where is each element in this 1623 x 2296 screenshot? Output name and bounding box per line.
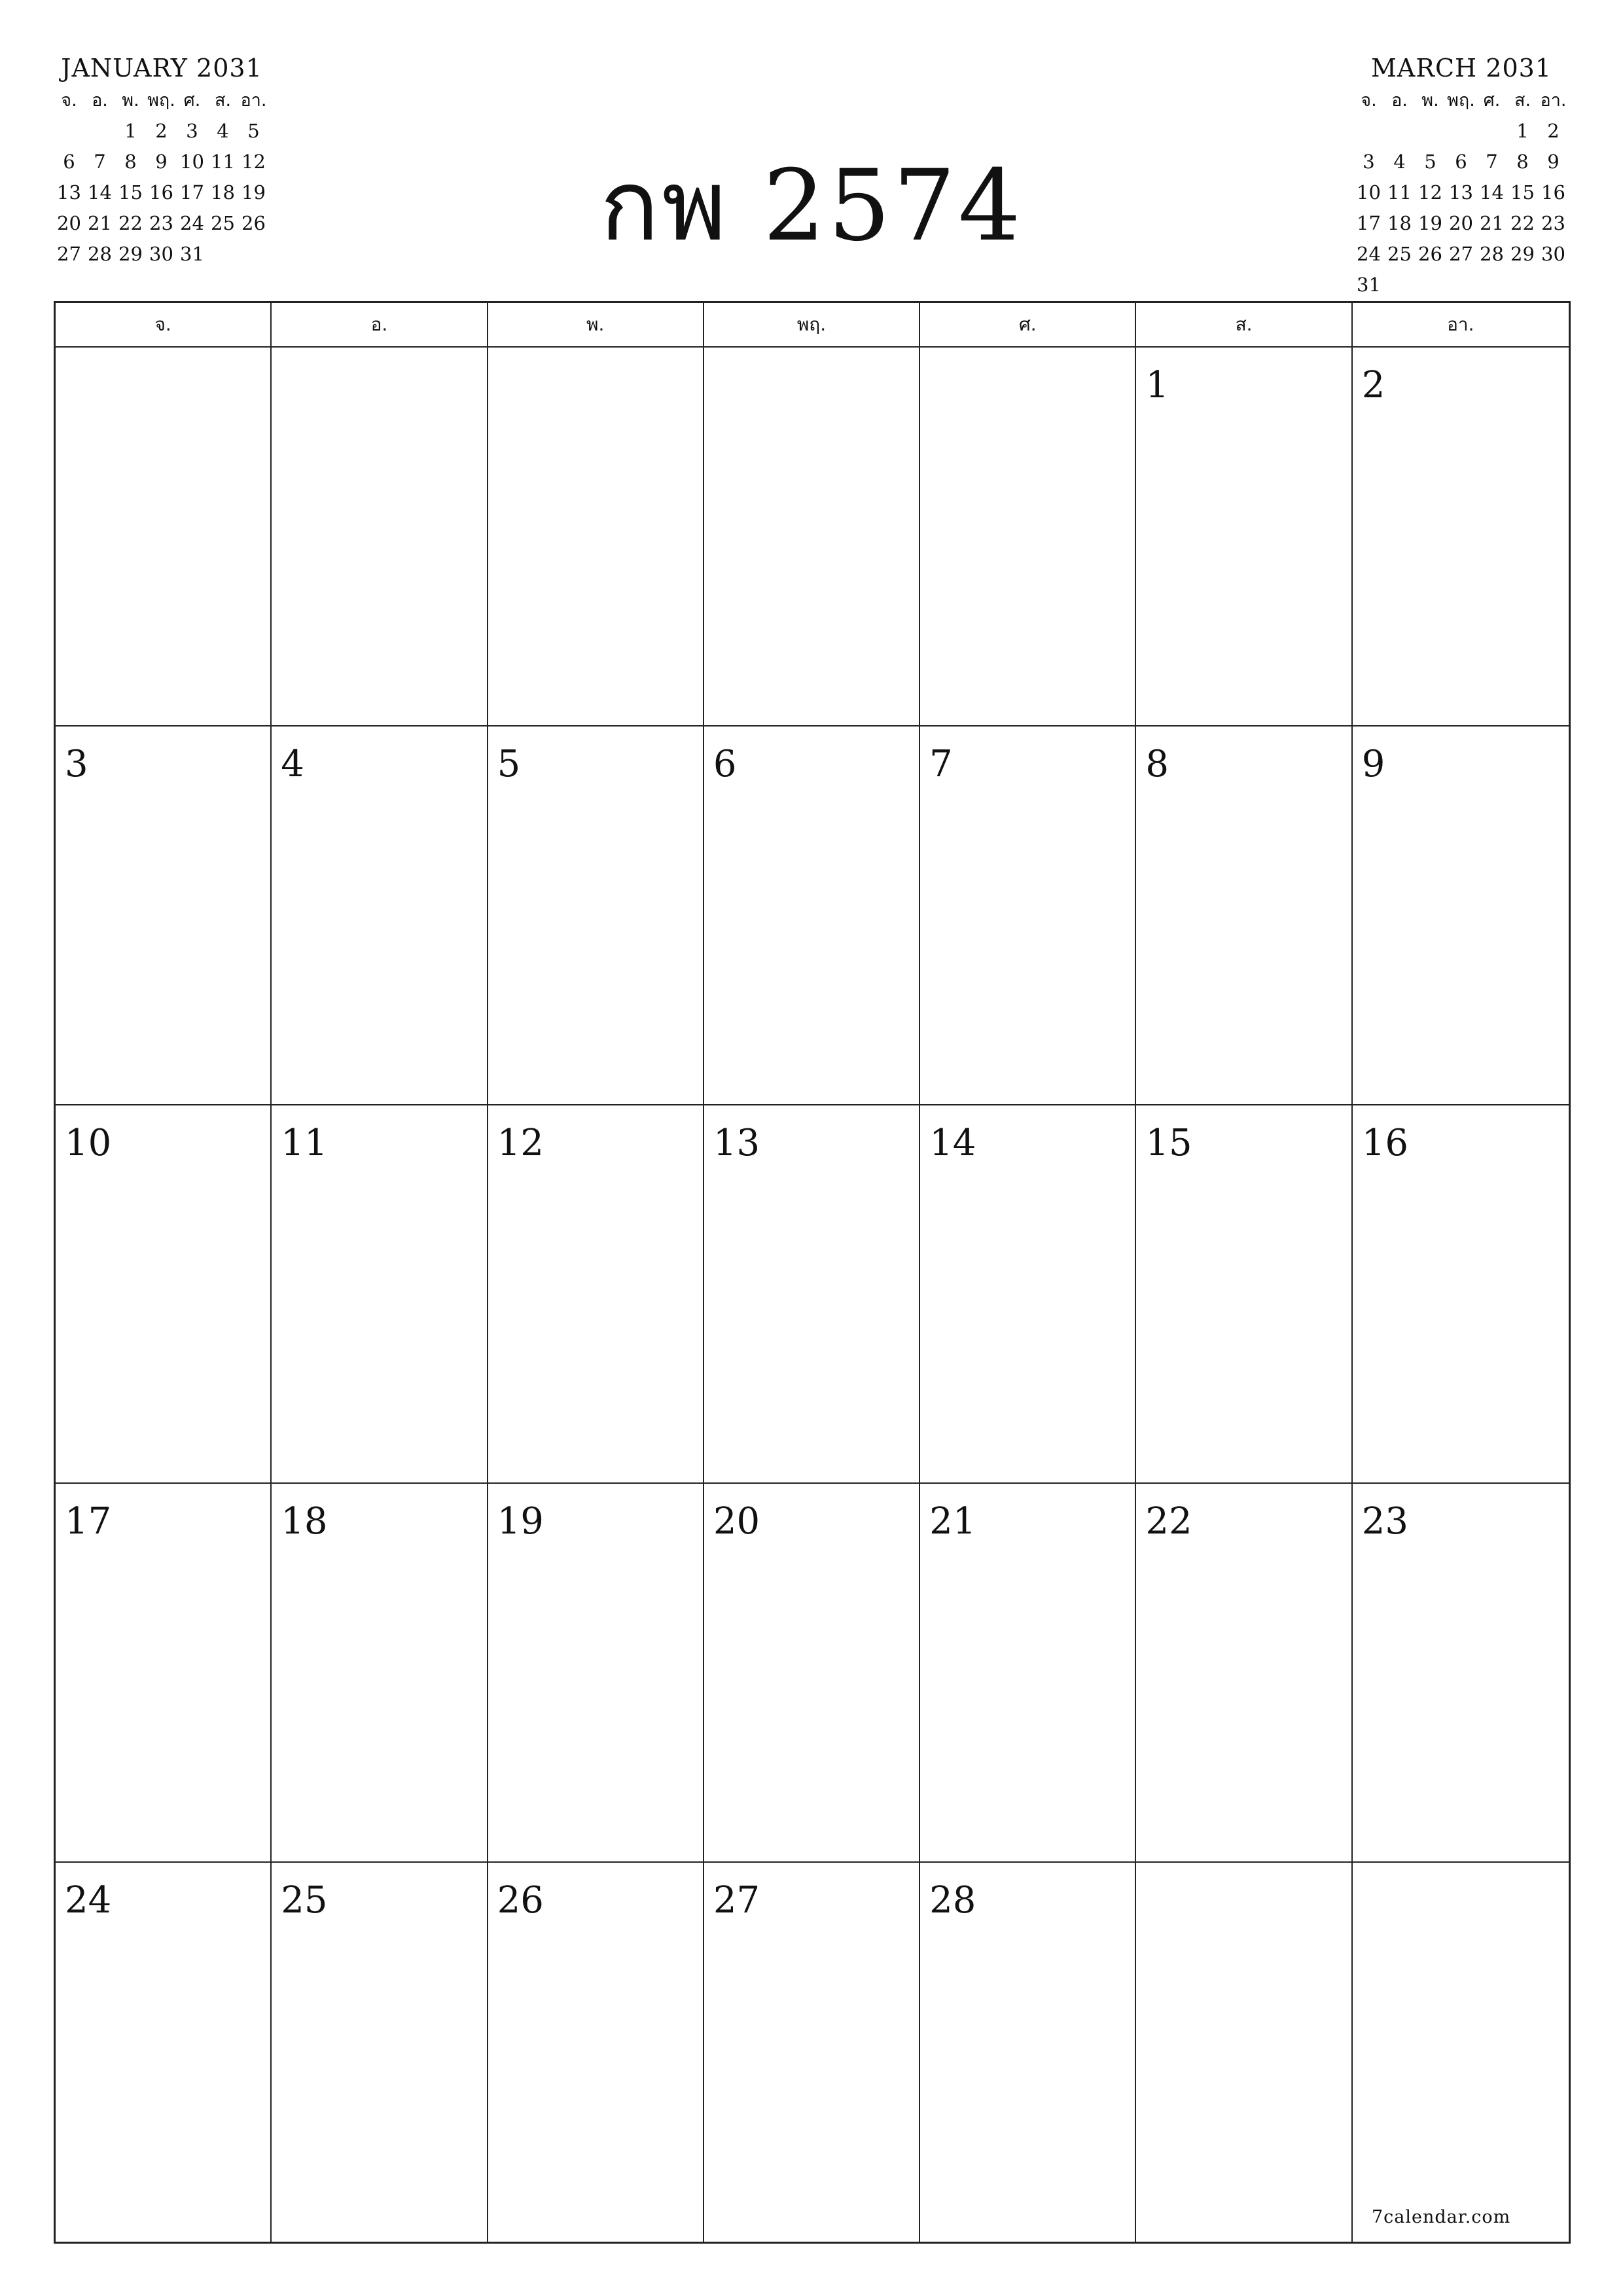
day-cell[interactable] [920, 726, 1136, 1105]
mini-day: 11 [211, 151, 235, 173]
day-number: 8 [1145, 742, 1169, 785]
day-cell[interactable] [920, 1863, 1136, 2242]
day-cell[interactable] [56, 1484, 272, 1863]
day-number: 17 [65, 1500, 112, 1543]
weekday-header: อา. [1353, 303, 1569, 348]
prev-month-title: JANUARY 2031 [61, 54, 262, 82]
mini-day: 6 [1455, 151, 1467, 173]
mini-day: 5 [247, 120, 260, 142]
mini-day [1476, 116, 1507, 147]
day-cell[interactable] [56, 1863, 272, 2242]
mini-day: 18 [211, 181, 235, 204]
day-cell[interactable] [1353, 1105, 1569, 1484]
weekday-header: พ. [488, 303, 704, 348]
mini-day: 20 [1449, 212, 1473, 234]
mini-weekday-label: ศ. [183, 90, 201, 111]
day-cell[interactable] [1136, 1105, 1352, 1484]
mini-day: 28 [88, 243, 112, 265]
mini-day: 16 [1541, 181, 1565, 204]
mini-day [54, 116, 84, 147]
next-month-title: MARCH 2031 [1371, 54, 1552, 82]
day-number: 23 [1361, 1500, 1408, 1543]
day-number: 6 [713, 742, 737, 785]
mini-day: 10 [180, 151, 204, 173]
day-cell[interactable] [1136, 1863, 1352, 2242]
mini-day: 23 [1541, 212, 1565, 234]
mini-day [1353, 116, 1384, 147]
mini-day: 17 [1357, 212, 1381, 234]
weekday-header: อ. [272, 303, 488, 348]
day-number: 9 [1361, 742, 1385, 785]
day-cell[interactable] [704, 726, 920, 1105]
day-cell[interactable] [488, 1863, 704, 2242]
mini-weekday-label: จ. [1361, 90, 1377, 111]
day-number: 18 [281, 1500, 328, 1543]
day-number: 7 [929, 742, 953, 785]
day-number: 19 [497, 1500, 544, 1543]
day-number: 11 [281, 1121, 328, 1164]
mini-day: 19 [1418, 212, 1442, 234]
day-number: 22 [1145, 1500, 1192, 1543]
day-cell[interactable] [488, 1105, 704, 1484]
day-cell[interactable] [704, 1484, 920, 1863]
mini-day: 16 [149, 181, 173, 204]
mini-day: 21 [88, 212, 112, 234]
mini-weekday-label: จ. [61, 90, 77, 111]
mini-day: 31 [180, 243, 204, 265]
day-cell[interactable] [920, 1105, 1136, 1484]
day-number: 13 [713, 1121, 760, 1164]
day-cell[interactable] [1136, 726, 1352, 1105]
day-cell[interactable] [488, 1484, 704, 1863]
mini-day [238, 239, 269, 270]
mini-day: 2 [155, 120, 168, 142]
day-cell[interactable] [56, 348, 272, 726]
mini-day [84, 116, 115, 147]
mini-day: 25 [1387, 243, 1412, 265]
day-cell[interactable] [272, 1863, 488, 2242]
day-number: 3 [65, 742, 88, 785]
mini-day [1446, 270, 1476, 300]
mini-day: 17 [180, 181, 204, 204]
day-number: 27 [713, 1879, 760, 1922]
weekday-header: จ. [56, 303, 272, 348]
day-number: 20 [713, 1500, 760, 1543]
mini-day [1384, 270, 1415, 300]
mini-day [207, 239, 238, 270]
mini-day: 24 [180, 212, 204, 234]
day-cell[interactable] [704, 348, 920, 726]
site-credit: 7calendar.com [1372, 2207, 1511, 2227]
mini-day: 23 [149, 212, 173, 234]
mini-day: 2 [1547, 120, 1560, 142]
day-cell[interactable] [272, 726, 488, 1105]
mini-day: 1 [1516, 120, 1529, 142]
day-cell[interactable] [1353, 1863, 1569, 2242]
day-cell[interactable] [488, 726, 704, 1105]
mini-day [1384, 116, 1415, 147]
mini-day: 24 [1357, 243, 1381, 265]
mini-day: 13 [1449, 181, 1473, 204]
day-cell[interactable] [920, 1484, 1136, 1863]
mini-day: 29 [118, 243, 143, 265]
mini-day: 9 [155, 151, 168, 173]
day-cell[interactable] [56, 1105, 272, 1484]
mini-day: 7 [94, 151, 106, 173]
mini-day [1476, 270, 1507, 300]
mini-weekday-label: อา. [240, 90, 267, 111]
day-cell[interactable] [920, 348, 1136, 726]
day-cell[interactable] [1353, 1484, 1569, 1863]
mini-day [1415, 116, 1446, 147]
mini-day: 25 [211, 212, 235, 234]
mini-day: 13 [57, 181, 81, 204]
mini-day: 8 [124, 151, 137, 173]
mini-weekday-label: อา. [1540, 90, 1567, 111]
mini-day: 31 [1357, 274, 1381, 296]
day-number: 10 [65, 1121, 112, 1164]
mini-day: 29 [1510, 243, 1535, 265]
day-number: 16 [1361, 1121, 1408, 1164]
mini-weekday-label: อ. [92, 90, 108, 111]
day-cell[interactable] [56, 726, 272, 1105]
mini-day: 15 [118, 181, 143, 204]
mini-day: 21 [1480, 212, 1504, 234]
mini-day [1538, 270, 1569, 300]
day-cell[interactable] [488, 348, 704, 726]
mini-day: 3 [1363, 151, 1375, 173]
day-number: 25 [281, 1879, 328, 1922]
mini-day: 14 [88, 181, 112, 204]
prev-month-calendar [54, 51, 270, 270]
day-cell[interactable] [704, 1105, 920, 1484]
mini-weekday-label: อ. [1391, 90, 1408, 111]
mini-day: 28 [1480, 243, 1504, 265]
mini-day: 4 [217, 120, 229, 142]
mini-weekday-label: พ. [122, 90, 139, 111]
day-number: 28 [929, 1879, 976, 1922]
month-grid [54, 301, 1571, 2244]
page-title: กพ 2574 [599, 149, 1024, 263]
day-cell[interactable] [272, 1105, 488, 1484]
mini-day: 6 [63, 151, 75, 173]
mini-day: 11 [1387, 181, 1412, 204]
mini-weekday-label: ศ. [1483, 90, 1501, 111]
day-cell[interactable] [1353, 726, 1569, 1105]
mini-day: 22 [118, 212, 143, 234]
next-month-calendar [1353, 51, 1569, 300]
mini-day: 9 [1547, 151, 1560, 173]
mini-day: 1 [124, 120, 137, 142]
day-number: 24 [65, 1879, 112, 1922]
mini-day: 7 [1486, 151, 1498, 173]
mini-day: 8 [1516, 151, 1529, 173]
mini-day [1446, 116, 1476, 147]
day-number: 5 [497, 742, 521, 785]
mini-day: 30 [1541, 243, 1565, 265]
mini-day: 20 [57, 212, 81, 234]
mini-day: 26 [1418, 243, 1442, 265]
day-number: 14 [929, 1121, 976, 1164]
next-month-grid [1353, 85, 1569, 300]
mini-day [1415, 270, 1446, 300]
mini-weekday-label: ส. [1514, 90, 1531, 111]
weekday-header: ส. [1136, 303, 1352, 348]
prev-month-grid [54, 85, 270, 270]
mini-day: 27 [1449, 243, 1473, 265]
day-number: 2 [1361, 364, 1385, 406]
mini-day: 26 [241, 212, 266, 234]
mini-day: 12 [1418, 181, 1442, 204]
mini-day: 5 [1424, 151, 1436, 173]
day-number: 1 [1145, 364, 1169, 406]
day-number: 21 [929, 1500, 976, 1543]
mini-day: 10 [1357, 181, 1381, 204]
day-cell[interactable] [1353, 348, 1569, 726]
weekday-header: ศ. [920, 303, 1136, 348]
mini-day: 15 [1510, 181, 1535, 204]
day-cell[interactable] [1136, 348, 1352, 726]
day-number: 12 [497, 1121, 544, 1164]
mini-day: 30 [149, 243, 173, 265]
mini-weekday-label: ส. [214, 90, 232, 111]
mini-day: 27 [57, 243, 81, 265]
mini-weekday-label: พฤ. [147, 90, 175, 111]
mini-day: 22 [1510, 212, 1535, 234]
mini-day: 18 [1387, 212, 1412, 234]
day-number: 15 [1145, 1121, 1192, 1164]
mini-day: 14 [1480, 181, 1504, 204]
day-cell[interactable] [272, 348, 488, 726]
day-number: 26 [497, 1879, 544, 1922]
day-number: 4 [281, 742, 304, 785]
mini-day: 4 [1393, 151, 1406, 173]
mini-weekday-label: พ. [1421, 90, 1439, 111]
mini-day: 19 [241, 181, 266, 204]
weekday-header: พฤ. [704, 303, 920, 348]
mini-day: 3 [186, 120, 198, 142]
day-cell[interactable] [704, 1863, 920, 2242]
mini-day [1507, 270, 1538, 300]
day-cell[interactable] [272, 1484, 488, 1863]
mini-day: 12 [241, 151, 266, 173]
mini-weekday-label: พฤ. [1447, 90, 1475, 111]
day-cell[interactable] [1136, 1484, 1352, 1863]
